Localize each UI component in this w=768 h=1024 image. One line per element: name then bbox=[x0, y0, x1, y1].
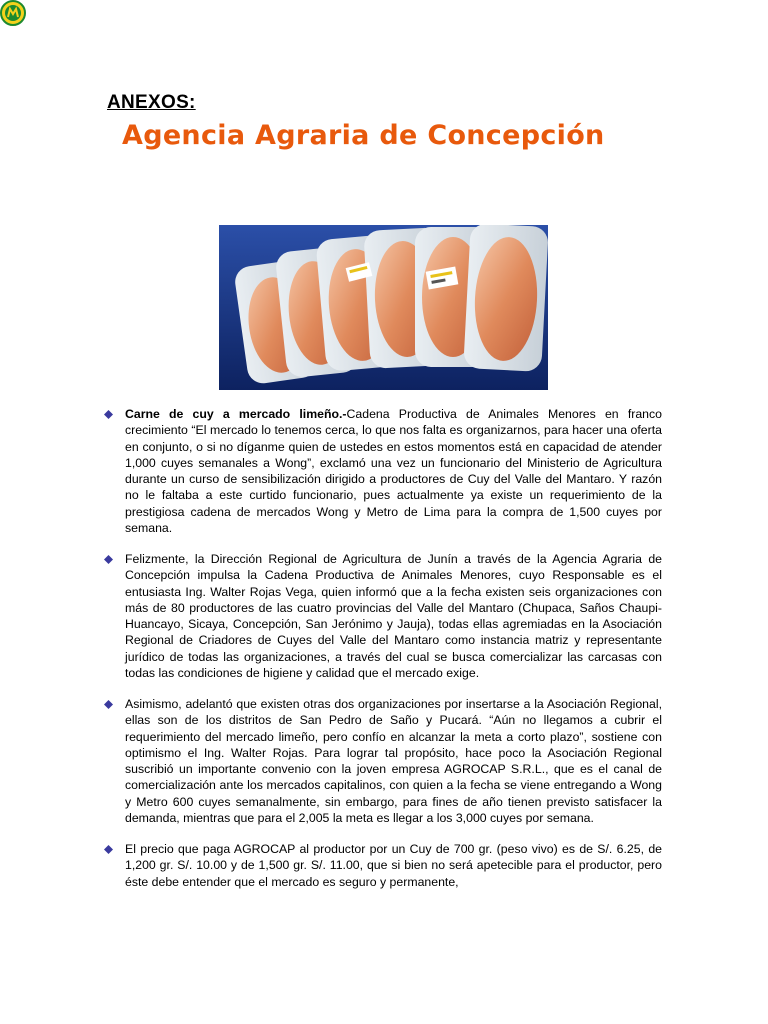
bullet-paragraph-4 bbox=[104, 841, 662, 890]
page-title: Agencia Agraria de Concepción bbox=[122, 120, 605, 151]
paragraph-text: El precio que paga AGROCAP al productor por un Cuy de 700 gr. (peso vivo) es de S/. 6.25, de 1,200 gr. S/. 10.00 y de 1,500 gr. S/. 11.00, que si bien no será apetecible para el productor, pero éste debe entender que el mercado es seguro y permanente, bbox=[125, 842, 662, 889]
paragraph-text: Cadena Productiva de Animales Menores en franco crecimiento “El mercado lo tenemos cerca, lo que nos falta es organizarnos, para hacer una oferta en conjunto, o si no díganme quien de ustedes en estos momentos está en capacidad de atender 1,000 cuyes semanales a Wong”, exclamó una vez un funcionario del Ministerio de Agricultura durante un curso de sensibilización dirigido a productores de Cuy del Valle del Mantaro. Y razón no le faltaba a este curtido funcionario, pues actualmente ya existe un requerimiento de la prestigiosa cadena de mercados Wong y Metro de Lima para la compra de 1,500 cuyes por semana. bbox=[125, 407, 663, 535]
annex-heading: ANEXOS: bbox=[107, 92, 196, 113]
bullet-paragraph-1 bbox=[104, 406, 662, 536]
diamond-bullet-icon bbox=[104, 700, 113, 709]
diamond-bullet-icon bbox=[104, 410, 113, 419]
body-content bbox=[104, 406, 662, 905]
bullet-paragraph-3 bbox=[104, 696, 662, 826]
paragraph-text: Asimismo, adelantó que existen otras dos organizaciones por insertarse a la Asociación Regional, ellas son de los distritos de San Pedro de Saño y Pucará. “Aún no llegamos a cubrir el requerimiento del mercado limeño, pero confío en alcanzar la meta a corto plazo”, sostiene con optimismo el Ing. Walter Rojas. Para lograr tal propósito, hace poco la Asociación Regional suscribió un importante convenio con la joven empresa AGROCAP S.R.L., que es el canal de comercialización ante los mercados capitalinos, con quien a la fecha se viene entregando a Wong y Metro 600 cuyes semanalmente, sin embargo, para fines de año tienen previsto satisfacer la demanda, mientras que para el 2,005 la meta es llegar a los 3,000 cuyes por semana. bbox=[125, 697, 662, 825]
diamond-bullet-icon bbox=[104, 845, 113, 854]
diamond-bullet-icon bbox=[104, 555, 113, 564]
packaged-meat-photo bbox=[219, 225, 548, 390]
institution-logo bbox=[0, 0, 26, 26]
bullet-paragraph-2 bbox=[104, 551, 662, 681]
paragraph-lead: Carne de cuy a mercado limeño.- bbox=[125, 407, 347, 421]
paragraph-text: Felizmente, la Dirección Regional de Agricultura de Junín a través de la Agencia Agraria de Concepción impulsa la Cadena Productiva de Animales Menores, cuyo Responsable es el entusiasta Ing. Walter Rojas Vega, quien informó que a la fecha existen seis organizaciones con más de 80 productores de las cuatro provincias del Valle del Mantaro (Chupaca, Saños Chaupi-Huancayo, Sicaya, Concepción, San Jerónimo y Jauja), todas ellas agremiadas en la Asociación Regional de Criadores de Cuyes del Valle del Mantaro como instancia matriz y representante jurídico de todas las organizaciones, a través del cual se busca comercializar las carcasas con todas las condiciones de higiene y calidad que el mercado exige. bbox=[125, 552, 662, 680]
